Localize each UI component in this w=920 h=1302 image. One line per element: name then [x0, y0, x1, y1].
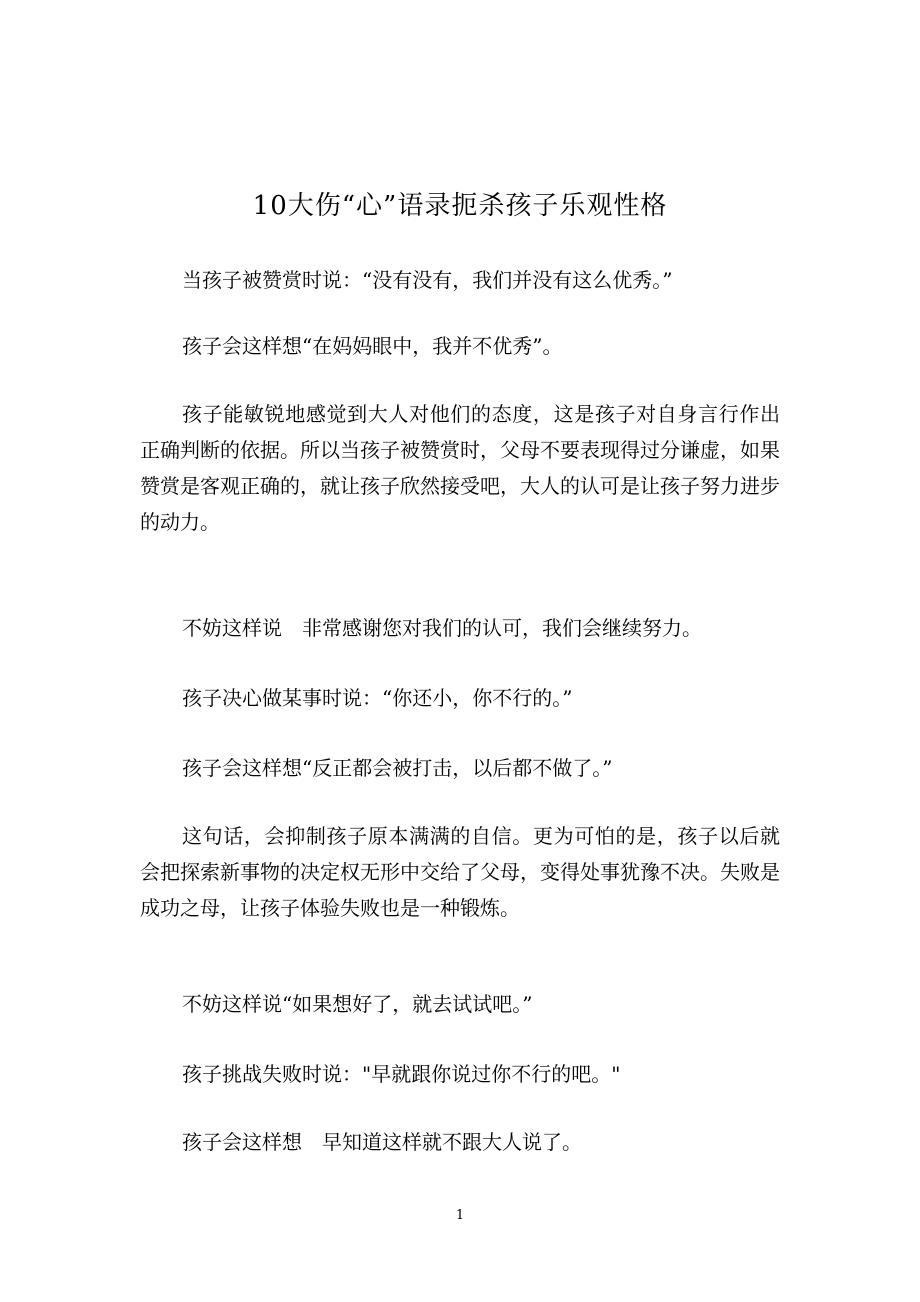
paragraph-7: 这句话，会抑制孩子原本满满的自信。更为可怕的是，孩子以后就会把探索新事物的决定权无形中交给了父母，变得处事犹豫不决。失败是成功之母，让孩子体验失败也是一种锻炼。: [140, 824, 780, 920]
page-number: 1: [455, 1208, 465, 1223]
paragraph-1: 当孩子被赞赏时说：“没有没有，我们并没有这么优秀。”: [182, 268, 673, 292]
paragraph-5: 孩子决心做某事时说：“你还小，你不行的。”: [182, 686, 573, 710]
paragraph-4: 不妨这样说 非常感谢您对我们的认可，我们会继续努力。: [182, 616, 702, 640]
paragraph-3: 孩子能敏锐地感觉到大人对他们的态度，这是孩子对自身言行作出正确判断的依据。所以当孩子被赞赏时，父母不要表现得过分谦虚，如果赞赏是客观正确的，就让孩子欣然接受吧，大人的认可是让孩子努力进步的动力。: [140, 402, 780, 534]
paragraph-9: 孩子挑战失败时说："早就跟你说过你不行的吧。": [182, 1062, 621, 1086]
paragraph-2: 孩子会这样想“在妈妈眼中，我并不优秀”。: [182, 334, 563, 358]
paragraph-10: 孩子会这样想 早知道这样就不跟大人说了。: [182, 1130, 582, 1154]
page-title: 10大伤“心”语录扼杀孩子乐观性格: [252, 191, 668, 221]
paragraph-8: 不妨这样说“如果想好了，就去试试吧。”: [182, 992, 533, 1016]
paragraph-6: 孩子会这样想“反正都会被打击，以后都不做了。”: [182, 756, 613, 780]
